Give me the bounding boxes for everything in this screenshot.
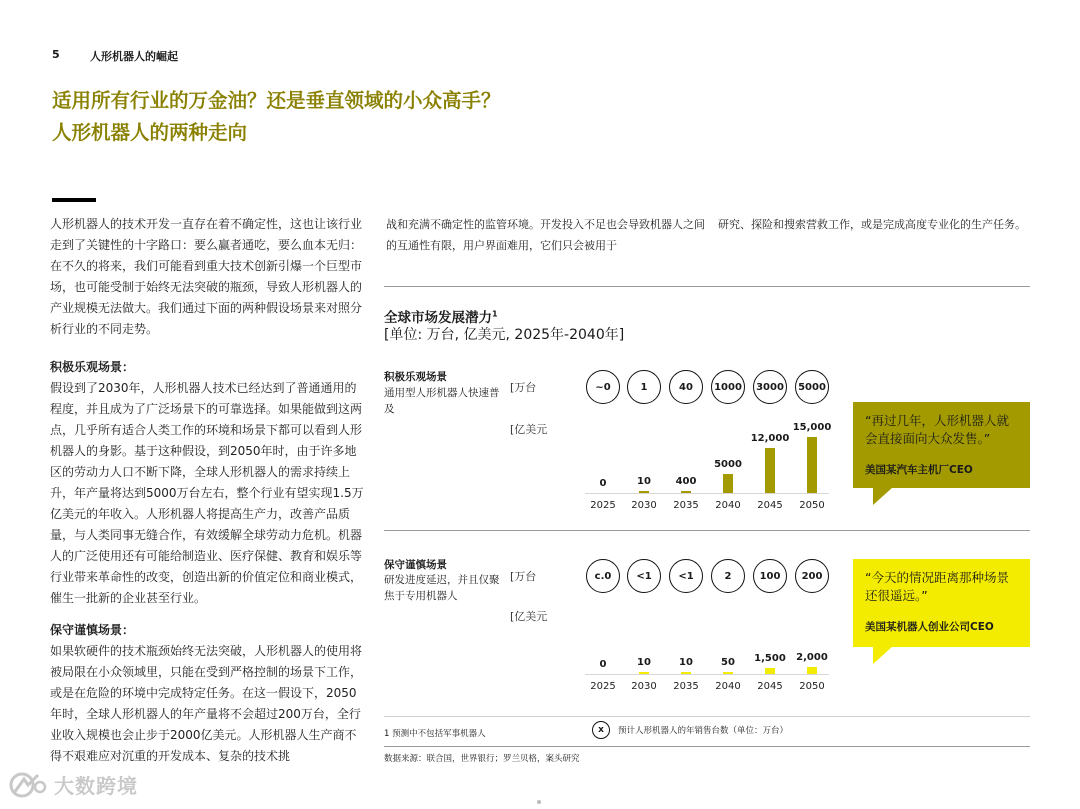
unit-circle: 200 — [795, 559, 829, 593]
unit-circle: c.0 — [586, 559, 620, 593]
optimistic-bar-value-label: 12,000 — [750, 433, 790, 445]
body-column-3: 研究、探险和搜索营救工作，或是完成高度专业化的生产任务。 — [718, 218, 1026, 231]
optimistic-year-label: 2035 — [673, 500, 699, 511]
divider-middle — [384, 530, 1030, 531]
cautious-year-label: 2025 — [590, 681, 616, 692]
unit-circle: <1 — [627, 559, 661, 593]
optimistic-quote: “再过几年，人形机器人就会直接面向大众发售。” — [865, 413, 1009, 446]
cautious-year-label: 2030 — [631, 681, 657, 692]
cautious-heading: 保守谨慎场景： — [50, 623, 135, 637]
optimistic-bar-2040 — [723, 474, 733, 493]
body-column-1 — [50, 214, 366, 767]
optimistic-bar-value-label: 5000 — [714, 459, 742, 471]
cautious-quote-source: 美国某机器人创业公司CEO — [865, 621, 994, 633]
cautious-quote-tail — [873, 646, 893, 664]
cautious-quote-box — [853, 559, 1030, 647]
page-number: 5 — [52, 48, 60, 61]
divider-source — [384, 746, 1030, 747]
cautious-scenario-desc: 研发进度延迟，并且仅聚焦于专用机器人 — [384, 574, 500, 602]
legend-text: 预计人形机器人的年销售台数（单位：万台） — [618, 726, 789, 736]
unit-circle: ~0 — [586, 370, 620, 404]
cautious-baseline — [585, 674, 829, 675]
unit-circle: 2 — [711, 559, 745, 593]
cautious-year-label: 2050 — [799, 681, 825, 692]
optimistic-scenario-desc: 通用型人形机器人快速普及 — [384, 387, 500, 415]
section-title: 人形机器人的崛起 — [90, 50, 178, 63]
page-title: 适用所有行业的万金油？还是垂直领域的小众高手？ — [52, 89, 501, 112]
optimistic-year-label: 2040 — [715, 500, 741, 511]
page-dot — [537, 800, 541, 804]
cautious-paragraph: 如果软硬件的技术瓶颈始终无法突破，人形机器人的使用将被局限在小众领域里，只能在受到严格控制的场景下工作，或是在危险的环境中完成特定任务。在这一假设下，2050年时，全球人形机器人的年产量将不会超过200万台，全行业收入规模也会止步于2000亿美元。人形机器人生产商不得不艰难应对沉重的开发成本、复杂的技术挑 — [50, 644, 363, 763]
chart-legend — [592, 721, 788, 739]
cautious-year-label: 2035 — [673, 681, 699, 692]
data-source: 数据来源：联合国，世界银行；罗兰贝格，案头研究 — [384, 754, 580, 764]
optimistic-bar-value-label: 10 — [637, 476, 651, 487]
chart-title: 全球市场发展潜力$^1$ — [384, 309, 498, 326]
cautious-year-label: 2040 — [715, 681, 741, 692]
cautious-bar-value-label: 2,000 — [796, 651, 828, 663]
cautious-bar-value-label: 1,500 — [754, 653, 786, 665]
unit-circle: 1 — [627, 370, 661, 404]
divider-top — [384, 286, 1030, 287]
optimistic-year-label: 2045 — [757, 500, 783, 511]
optimistic-bar-2035 — [681, 491, 691, 493]
optimistic-bar-value-label: 0 — [599, 478, 607, 489]
divider-bottom — [384, 716, 1030, 717]
optimistic-year-label: 2050 — [799, 500, 825, 511]
cautious-bar-value-label: 50 — [721, 657, 735, 668]
cautious-bar-2050 — [807, 667, 817, 674]
optimistic-bar-value-label: 15,000 — [792, 422, 832, 433]
unit-circle: 1000 — [711, 370, 745, 404]
cautious-bar-2030 — [639, 672, 649, 674]
optimistic-bar-value-label: 400 — [675, 476, 697, 487]
cautious-bar-2040 — [723, 672, 733, 674]
optimistic-year-label: 2025 — [590, 500, 616, 511]
cautious-value-label: [亿美元 — [510, 610, 548, 623]
chart-subtitle: [单位: 万台, 亿美元, 2025年-2040年] — [384, 327, 625, 343]
optimistic-value-label: [亿美元 — [510, 423, 548, 436]
optimistic-bar-2050 — [807, 437, 817, 493]
watermark-text: 大数跨境 — [54, 774, 138, 798]
page-subtitle: 人形机器人的两种走向 — [52, 121, 248, 144]
unit-circle: 40 — [669, 370, 703, 404]
unit-circle: 5000 — [795, 370, 829, 404]
title-rule — [52, 198, 96, 202]
brand-logo-icon — [8, 771, 48, 799]
chart-footnote: 1 预测中不包括军事机器人 — [384, 729, 486, 739]
cautious-units-label: [万台 — [510, 570, 537, 583]
cautious-bar-value-label: 10 — [679, 657, 693, 668]
optimistic-quote-box — [853, 402, 1030, 488]
cautious-bar-value-label: 10 — [637, 657, 651, 668]
optimistic-year-label: 2030 — [631, 500, 657, 511]
optimistic-units-label: [万台 — [510, 381, 537, 394]
cautious-year-label: 2045 — [757, 681, 783, 692]
optimistic-paragraph: 假设到了2030年，人形机器人技术已经达到了普通通用的程度，并且成为了广泛场景下的可靠选择。如果能做到这两点，几乎所有适合人类工作的环境和场景下都可以看到人形机器人的身影。基于这种假设，到2050年时，由于许多地区的劳动力人口不断下降，全球人形机器人的需求持续上升，年产量将达到5000万台左右，整个行业有望实现1.5万亿美元的年收入。人形机器人将提高生产力，改善产品质量，与人类同事无缝合作，有效缓解全球劳动力危机。机器人的广泛使用还有可能给制造业、医疗保健、教育和娱乐等行业带来革命性的改变，创造出新的价值定位和商业模式，催生一批新的企业甚至行业。 — [50, 381, 364, 605]
unit-circle: 100 — [753, 559, 787, 593]
optimistic-scenario-name: 积极乐观场景 — [384, 371, 447, 383]
cautious-bar-2045 — [765, 668, 775, 674]
cautious-bar-value-label: 0 — [599, 659, 607, 670]
cautious-scenario-name: 保守谨慎场景 — [384, 559, 447, 571]
watermark — [8, 770, 138, 799]
optimistic-baseline — [585, 493, 829, 494]
optimistic-bar-2045 — [765, 448, 775, 493]
optimistic-quote-source: 美国某汽车主机厂CEO — [865, 464, 973, 476]
body-column-2: 战和充满不确定性的监管环境。开发投入不足也会导致机器人之间的互通性有限，用户界面难用，它们只会被用于 — [386, 218, 705, 252]
unit-circle: 3000 — [753, 370, 787, 404]
chart-title-footnote-mark: 1 — [492, 309, 498, 319]
optimistic-bar-2030 — [639, 491, 649, 493]
unit-circle: <1 — [669, 559, 703, 593]
optimistic-heading: 积极乐观场景： — [50, 360, 135, 374]
legend-symbol: x — [592, 721, 610, 739]
optimistic-quote-tail — [873, 487, 893, 505]
cautious-quote: “今天的情况距离那种场景还很遥远。” — [865, 570, 1009, 603]
intro-paragraph: 人形机器人的技术开发一直存在着不确定性，这也让该行业走到了关键性的十字路口：要么赢者通吃，要么血本无归：在不久的将来，我们可能看到重大技术创新引爆一个巨型市场，也可能受制于始终无法突破的瓶颈，导致人形机器人的产业规模无法做大。我们通过下面的两种假设场景来对照分析行业的不同走势。 — [50, 217, 363, 336]
cautious-bar-2035 — [681, 672, 691, 674]
